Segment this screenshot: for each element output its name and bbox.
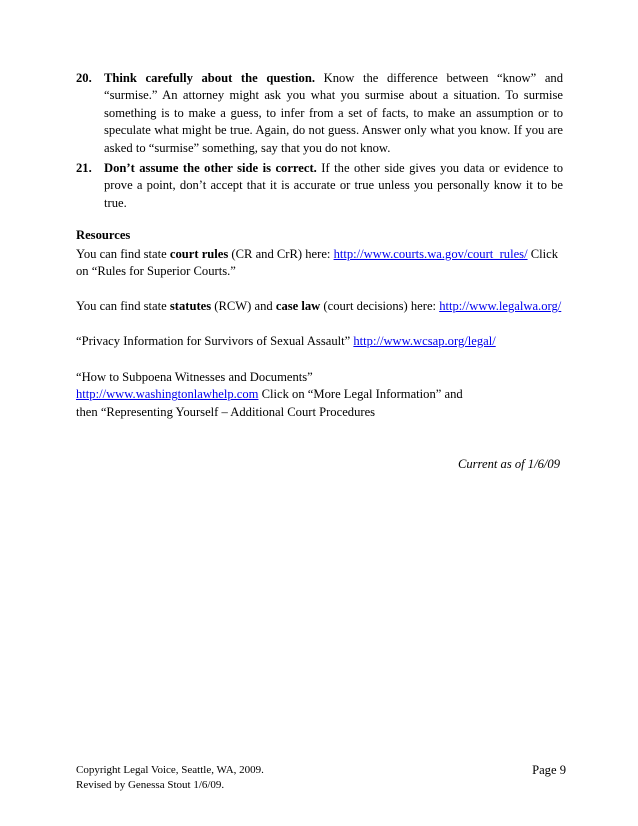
legalwa-link[interactable]: http://www.legalwa.org/ (439, 299, 562, 313)
list-item-20 (76, 70, 563, 157)
text: (RCW) and (211, 299, 276, 313)
list-item-21 (76, 160, 563, 212)
subpoena-line (76, 386, 566, 403)
text: Click on “Rules for Superior Courts.” (76, 247, 559, 279)
statutes-paragraph (76, 298, 566, 315)
item-lead: Think carefully about the question. (104, 71, 315, 85)
subpoena-title: “How to Subpoena Witnesses and Documents” (76, 370, 313, 384)
bold-text: statutes (169, 299, 212, 313)
footer-revised: Revised by Genessa Stout 1/6/09. (76, 779, 225, 791)
court-rules-paragraph (76, 246, 566, 281)
page-number: Page 9 (532, 763, 566, 777)
resources-heading: Resources (76, 228, 131, 242)
text: “Privacy Information for Survivors of Sexual Assault” (76, 334, 354, 348)
item-text: Know the difference between “know” and “surmise.” An attorney might ask you what you surmise about a situation. To surmise something is to make a guess, to infer from a set of facts, to make an assumption or to speculate what might be true. Again, do not guess. Answer only what you know. If you are asked to “surmise” something, say that you do not know. (104, 71, 563, 155)
washingtonlawhelp-link[interactable]: http://www.washingtonlawhelp.com (76, 387, 259, 402)
text: (court decisions) here: (320, 299, 440, 313)
court-rules-link[interactable]: http://www.courts.wa.gov/court_rules/ (333, 247, 528, 261)
text: (CR and CrR) here: (228, 247, 334, 261)
item-number: 21. (76, 161, 92, 175)
item-number: 20. (76, 71, 92, 85)
wcsap-link[interactable]: http://www.wcsap.org/legal/ (353, 334, 496, 348)
subpoena-paragraph (76, 369, 566, 421)
item-body (104, 160, 563, 212)
footer (76, 763, 566, 793)
bold-text: court rules (169, 247, 229, 261)
text: You can find state (76, 247, 170, 261)
privacy-paragraph (76, 333, 566, 350)
item-lead: Don’t assume the other side is correct. (104, 161, 317, 175)
item-body (104, 70, 563, 157)
subpoena-line-2: then “Representing Yourself – Additional Court Procedures (76, 404, 376, 419)
text: You can find state (76, 299, 170, 313)
text: Click on “More Legal Information” and (258, 387, 463, 402)
footer-copyright: Copyright Legal Voice, Seattle, WA, 2009. (76, 764, 264, 776)
current-as-of: Current as of 1/6/09 (457, 457, 560, 471)
item-text: If the other side gives you data or evidence to prove a point, don’t accept that it is accurate or true unless you personally know it to be true. (104, 161, 563, 210)
bold-text: case law (275, 299, 321, 313)
